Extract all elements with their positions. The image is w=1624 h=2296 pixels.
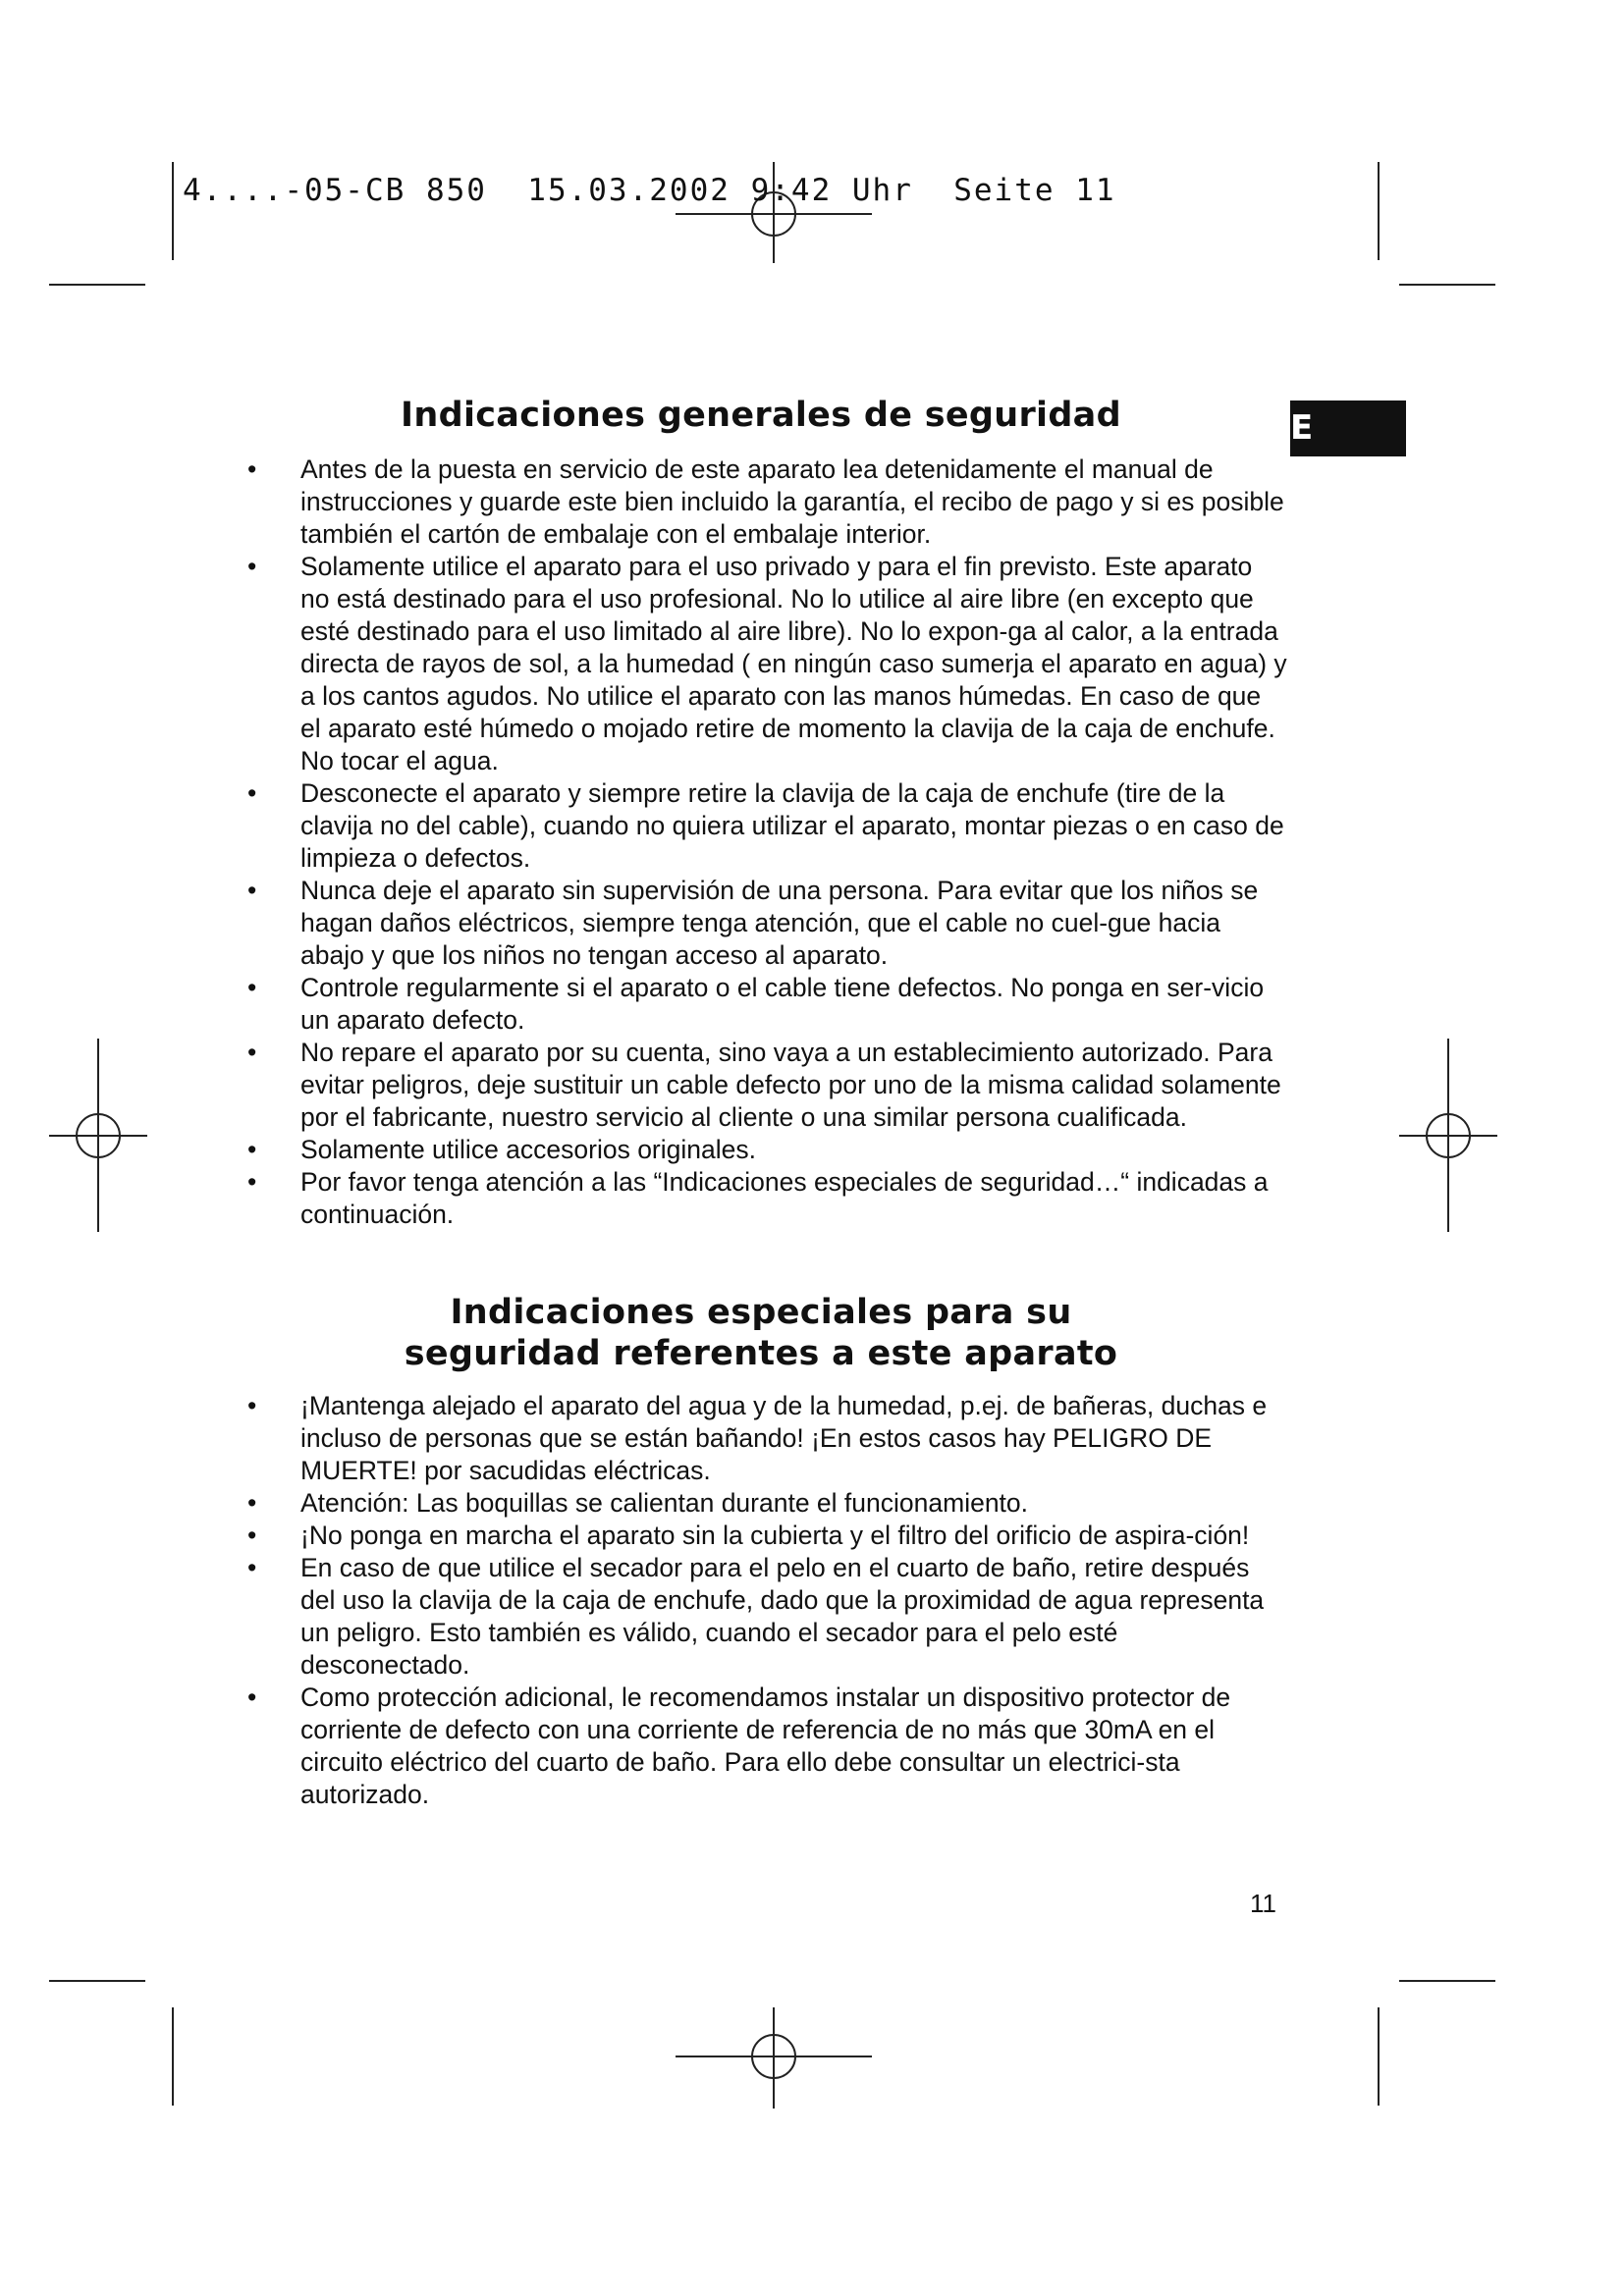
list-item — [247, 1037, 1288, 1134]
bullet-icon: • — [247, 552, 257, 581]
registration-mark-left — [49, 1039, 147, 1232]
list-item — [247, 1682, 1288, 1811]
list-item-text: Desconecte el aparato y siempre retire la clavija de la caja de enchufe (tire de la clavija no del cable), cuando no quiera utilizar el aparato, montar piezas o en caso de limpieza o defectos. — [300, 778, 1284, 873]
general-safety-list — [247, 454, 1288, 1231]
list-item — [247, 551, 1288, 777]
bullet-icon: • — [247, 1135, 257, 1164]
bullet-icon: • — [247, 1488, 257, 1518]
bullet-icon: • — [247, 1682, 257, 1712]
list-item-text: Por favor tenga atención a las “Indicaciones especiales de seguridad…“ indicadas a continuación. — [300, 1167, 1269, 1229]
list-item-text: Controle regularmente si el aparato o el cable tiene defectos. No ponga en ser-vicio un aparato defecto. — [300, 973, 1265, 1035]
section-title-special — [245, 1292, 1276, 1374]
list-item-text: Solamente utilice accesorios originales. — [300, 1135, 756, 1164]
language-tab: E — [1290, 400, 1406, 456]
bullet-icon: • — [247, 454, 257, 484]
special-safety-list — [247, 1390, 1288, 1811]
section-title-general: Indicaciones generales de seguridad — [401, 396, 1121, 435]
list-item — [247, 777, 1288, 875]
bullet-icon: • — [247, 1038, 257, 1067]
list-item-text: Nunca deje el aparato sin supervisión de una persona. Para evitar que los niños se hagan daños eléctricos, siempre tenga atención, que el cable no cuel-gue hacia abajo y que los niños no tengan acceso al aparato. — [300, 876, 1259, 970]
bullet-icon: • — [247, 876, 257, 905]
list-item-text: Atención: Las boquillas se calientan durante el funcionamiento. — [300, 1488, 1029, 1518]
list-item-text: Antes de la puesta en servicio de este aparato lea detenidamente el manual de instrucciones y guarde este bien incluido la garantía, el recibo de pago y si es posible también el cartón de embalaje con el embalaje interior. — [300, 454, 1284, 549]
list-item-text: Como protección adicional, le recomendamos instalar un dispositivo protector de corriente de defecto con una corriente de referencia de no más que 30mA en el circuito eléctrico del cuarto de baño. Para ello debe consultar un electrici-sta autorizado. — [300, 1682, 1231, 1809]
list-item-text: No repare el aparato por su cuenta, sino vaya a un establecimiento autorizado. Para evitar peligros, deje sustituir un cable defecto por uno de la misma calidad solamente por el fabricante, nuestro servicio al cliente o una similar persona cualificada. — [300, 1038, 1281, 1132]
list-item — [247, 1390, 1288, 1487]
bullet-icon: • — [247, 1521, 257, 1550]
list-item — [247, 1520, 1288, 1552]
registration-mark-bottom — [676, 2007, 872, 2109]
bullet-icon: • — [247, 778, 257, 808]
print-slug-line: 4....-05-CB 850 15.03.2002 9:42 Uhr Seite 11 — [183, 173, 1116, 208]
list-item — [247, 972, 1288, 1037]
list-item-text: ¡No ponga en marcha el aparato sin la cubierta y el filtro del orificio de aspira-ción! — [300, 1521, 1250, 1550]
page-number: 11 — [1250, 1889, 1276, 1918]
bullet-icon: • — [247, 1391, 257, 1420]
registration-mark-right — [1399, 1039, 1497, 1232]
section-title-line: seguridad referentes a este aparato — [404, 1334, 1118, 1373]
list-item-text: En caso de que utilice el secador para el pelo en el cuarto de baño, retire después del uso la clavija de la caja de enchufe, dado que la proximidad de agua representa un peligro. Esto también es válido, cuando el secador para el pelo esté desconectado. — [300, 1553, 1265, 1680]
list-item-text: ¡Mantenga alejado el aparato del agua y de la humedad, p.ej. de bañeras, duchas e incluso de personas que se están bañando! ¡En estos casos hay PELIGRO DE MUERTE! por sacudidas eléctricas. — [300, 1391, 1268, 1485]
section-title-line: Indicaciones especiales para su — [450, 1293, 1072, 1332]
list-item-text: Solamente utilice el aparato para el uso privado y para el fin previsto. Este aparato no está destinado para el uso profesional. No lo utilice al aire libre (en excepto que esté destinado para el uso limitado al aire libre). No lo expon-ga al calor, a la entrada directa de rayos de sol, a la humedad ( en ningún caso sumerja el aparato en agua) y a los cantos agudos. No utilice el aparato con las manos húmedas. En caso de que el aparato esté húmedo o mojado retire de momento la clavija de la caja de enchufe. No tocar el agua. — [300, 552, 1287, 775]
list-item — [247, 454, 1288, 551]
list-item — [247, 1552, 1288, 1682]
bullet-icon: • — [247, 1553, 257, 1582]
list-item — [247, 1166, 1288, 1231]
bullet-icon: • — [247, 973, 257, 1002]
list-item — [247, 875, 1288, 972]
list-item — [247, 1134, 1288, 1166]
bullet-icon: • — [247, 1167, 257, 1197]
list-item — [247, 1487, 1288, 1520]
